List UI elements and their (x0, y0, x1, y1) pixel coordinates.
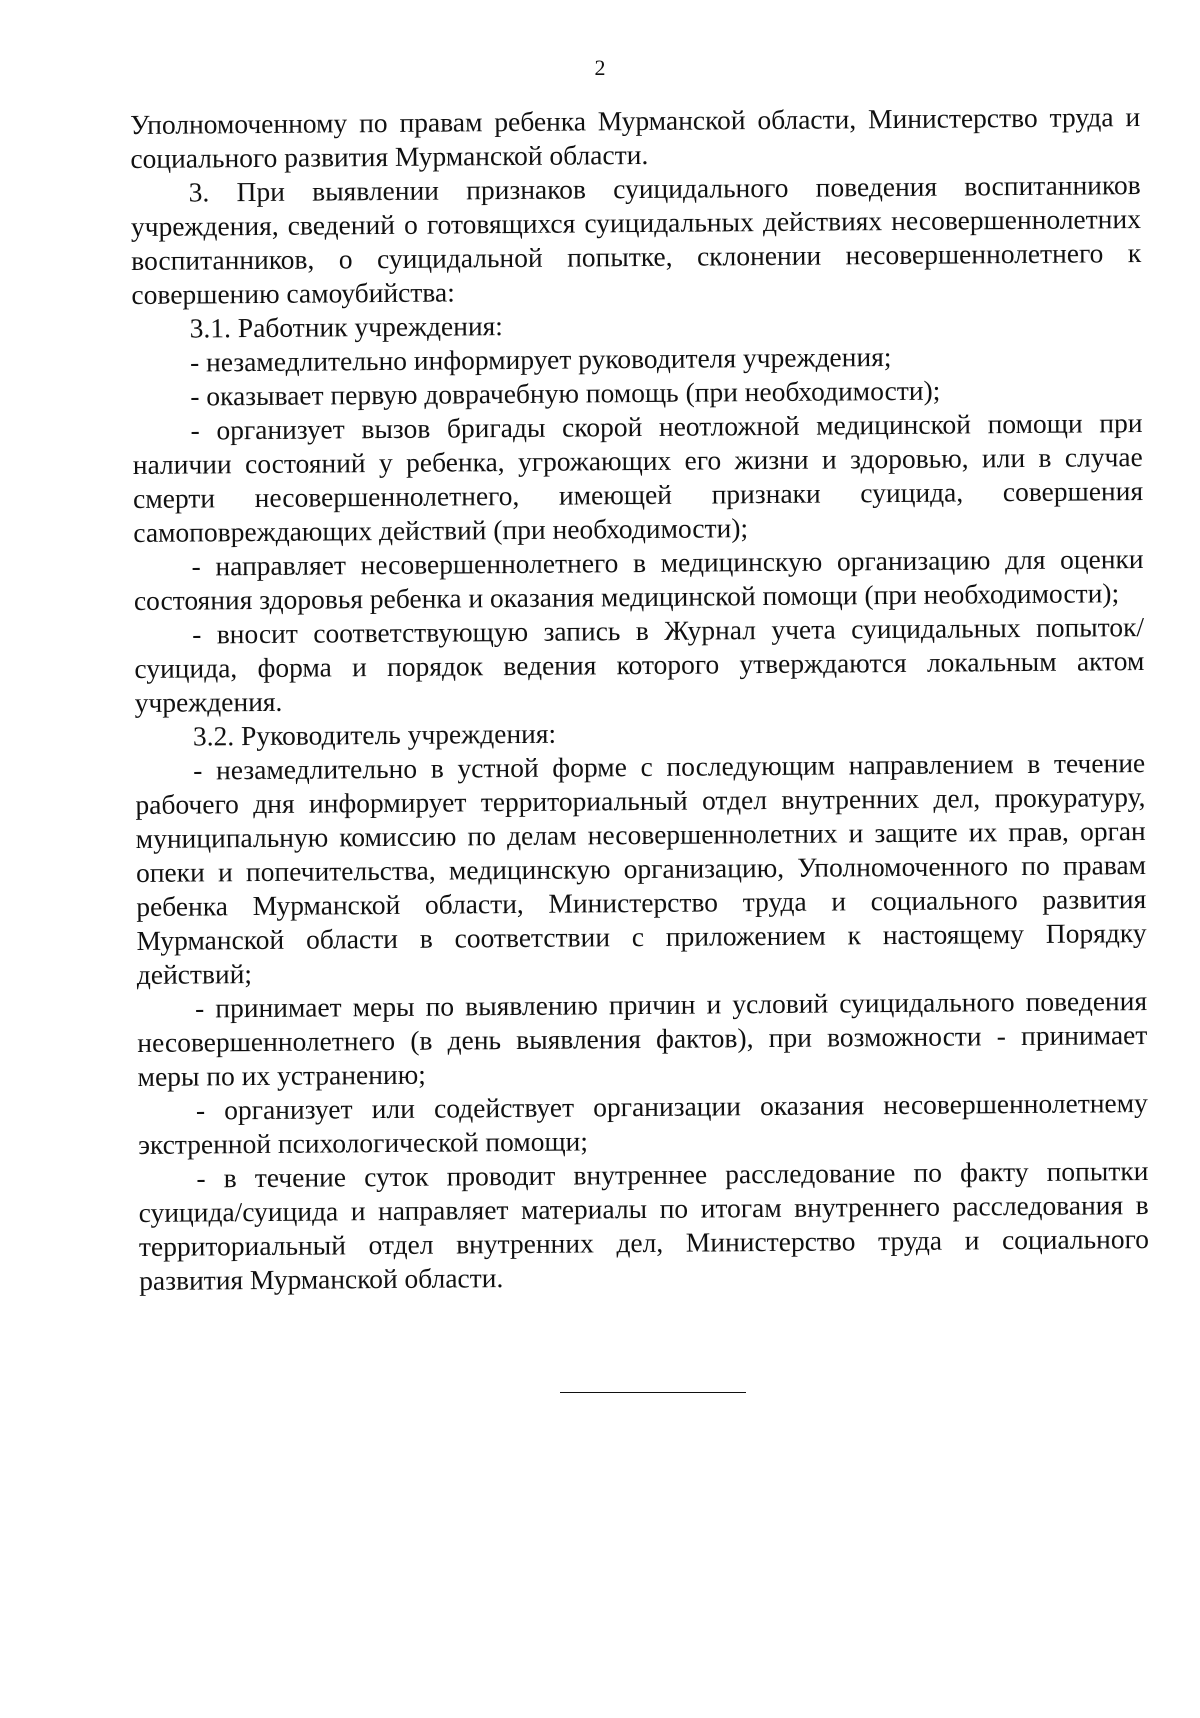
list-item: - направляет несовершеннолетнего в медицинскую организацию для оценки состояния здоровья ребенка и оказания медицинской помощи (при необходимости); (133, 543, 1144, 616)
list-item: - организует вызов бригады скорой неотложной медицинской помощи при наличии состояний у ребенка, угрожающих его жизни и здоровью, или в случае смерти несовершеннолетнего, имеющей признаки суицида, совершения самоповреждающих действий (при необходимости); (132, 407, 1144, 548)
end-of-document-rule (560, 1392, 746, 1393)
subheading-3-1: 3.1. Работник учреждения: (189, 310, 503, 344)
document-body (130, 100, 1149, 1298)
list-item: - вносит соответствующую запись в Журнал учета суицидальных попыток/суицида, форма и порядок ведения которого утверждаются локальным актом учреждения. (134, 611, 1145, 718)
list-item: - в течение суток проводит внутреннее расследование по факту попытки суицида/суицида и направляет материалы по итогам внутреннего расследования в территориальный отдел внутренних дел, Министерство труда и социального развития Мурманской области. (138, 1155, 1150, 1296)
list-item: - незамедлительно информирует руководителя учреждения; (189, 341, 892, 378)
paragraph-item-3: 3. При выявлении признаков суицидального поведения воспитанников учреждения, сведений о готовящихся суицидальных действиях несовершеннолетних воспитанников, о суицидальной попытке, склонении несовершеннолетнего к совершению самоубийства: (130, 169, 1142, 310)
paragraph-continuation: Уполномоченному по правам ребенка Мурманской области, Министерство труда и социального развития Мурманской области. (130, 101, 1141, 174)
list-item: - незамедлительно в устной форме с последующим направлением в течение рабочего дня информирует территориальный отдел внутренних дел, прокуратуру, муниципальную комиссию по делам несовершеннолетних и защите их прав, орган опеки и попечительства, медицинскую организацию, Уполномоченного по правам ребенка Мурманской области, Министерство труда и социального развития Мурманской области в соответствии с приложением к настоящему Порядку действий; (135, 747, 1147, 990)
page-number: 2 (594, 55, 606, 80)
list-item: - организует или содействует организации оказания несовершеннолетнему экстренной психологической помощи; (138, 1087, 1148, 1160)
list-item: - оказывает первую доврачебную помощь (при необходимости); (190, 374, 941, 412)
list-item: - принимает меры по выявлению причин и условий суицидального поведения несовершеннолетнего (в день выявления фактов), при возможности - принимает меры по их устранению; (137, 985, 1148, 1092)
subheading-3-2: 3.2. Руководитель учреждения: (192, 717, 557, 752)
